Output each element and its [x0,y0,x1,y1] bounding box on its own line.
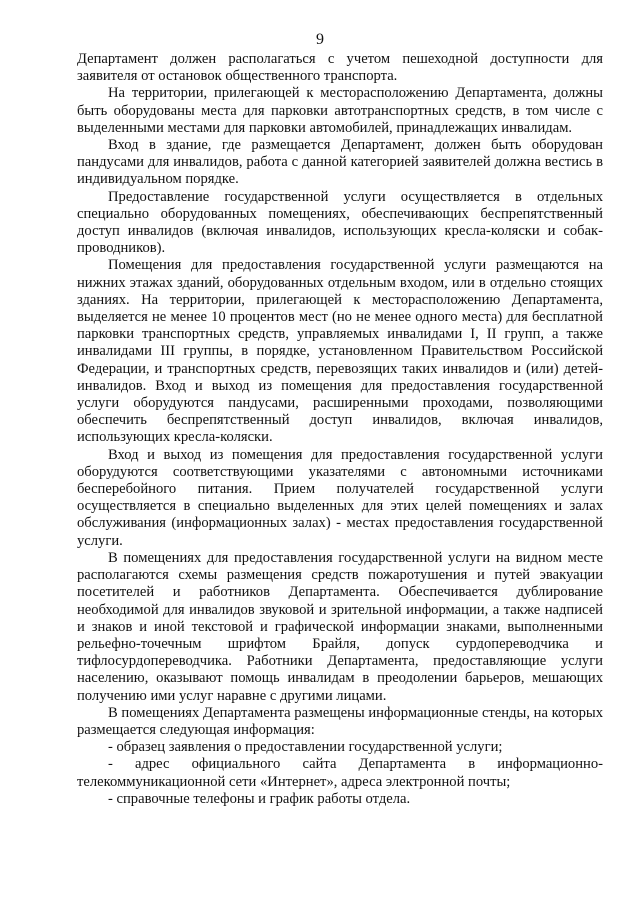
page-number: 9 [316,31,324,48]
paragraph-parking: На территории, прилегающей к месторасположению Департамента, должны быть оборудованы места для парковки автотранспортных средств, в том числе с выделенными местами для парковки автомобилей, принадлежащих инвалидам. [77,85,603,136]
paragraph-premises-location: Помещения для предоставления государственной услуги размещаются на нижних этажах зданий, оборудованных отдельным входом, или в отдельно стоящих зданиях. На территории, прилегающей к месторасположению Департамента, выделяется не менее 10 процентов мест (но не менее одного места) для бесплатной парковки транспортных средств, управляемых инвалидами I, II групп, а также инвалидами III группы, в порядке, установленном Правительством Российской Федерации, и транспортных средств, перевозящих таких инвалидов и (или) детей-инвалидов. Вход и выход из помещения для предоставления государственной услуги оборудуются пандусами, расширенными проходами, позволяющими обеспечить беспрепятственный доступ инвалидов, включая инвалидов, использующих кресла-коляски. [77,257,603,446]
list-item: - образец заявления о предоставлении государственной услуги; [108,739,503,756]
paragraph-equipped-premises: Предоставление государственной услуги осуществляется в отдельных специально оборудованных помещениях, обеспечивающих беспрепятственный доступ инвалидов (включая инвалидов, использующих кресла-коляски и собак-проводников). [77,188,603,257]
list-item: - справочные телефоны и график работы отдела. [108,790,411,807]
document-body [77,51,603,808]
paragraph-evacuation-schemes: В помещениях для предоставления государственной услуги на видном месте располагаются схемы размещения средств пожаротушения и путей эвакуации посетителей и работников Департамента. Обеспечивается дублирование необходимой для инвалидов звуковой и зрительной информации, а также надписей и знаков и иной текстовой и графической информации знаками, выполненными рельефно-точечным шрифтом Брайля, допуск сурдопереводчика и тифлосурдопереводчика. Работники Департамента, предоставляющие услуги населению, оказывают помощь инвалидам в преодолении барьеров, мешающих получению ими услуг наравне с другими лицами. [77,549,603,704]
paragraph-entrance-ramps: Вход в здание, где размещается Департамент, должен быть оборудован пандусами для инвалидов, работа с данной категорией заявителей должна вестись в индивидуальном порядке. [77,137,603,188]
paragraph-signage: Вход и выход из помещения для предоставления государственной услуги оборудуются соответствующими указателями с автономными источниками бесперебойного питания. Прием получателей государственной услуги осуществляется в специально выделенных для этих целей помещениях и залах обслуживания (информационных залах) - местах предоставления государственной услуги. [77,446,603,549]
paragraph-pedestrian-access: Департамент должен располагаться с учетом пешеходной доступности для заявителя от остановок общественного транспорта. [77,51,603,85]
list-item: - адрес официального сайта Департамента в информационно-телекоммуникационной сети «Интернет», адреса электронной почты; [77,756,603,790]
paragraph-info-stands: В помещениях Департамента размещены информационные стенды, на которых размещается следующая информация: [77,704,603,738]
